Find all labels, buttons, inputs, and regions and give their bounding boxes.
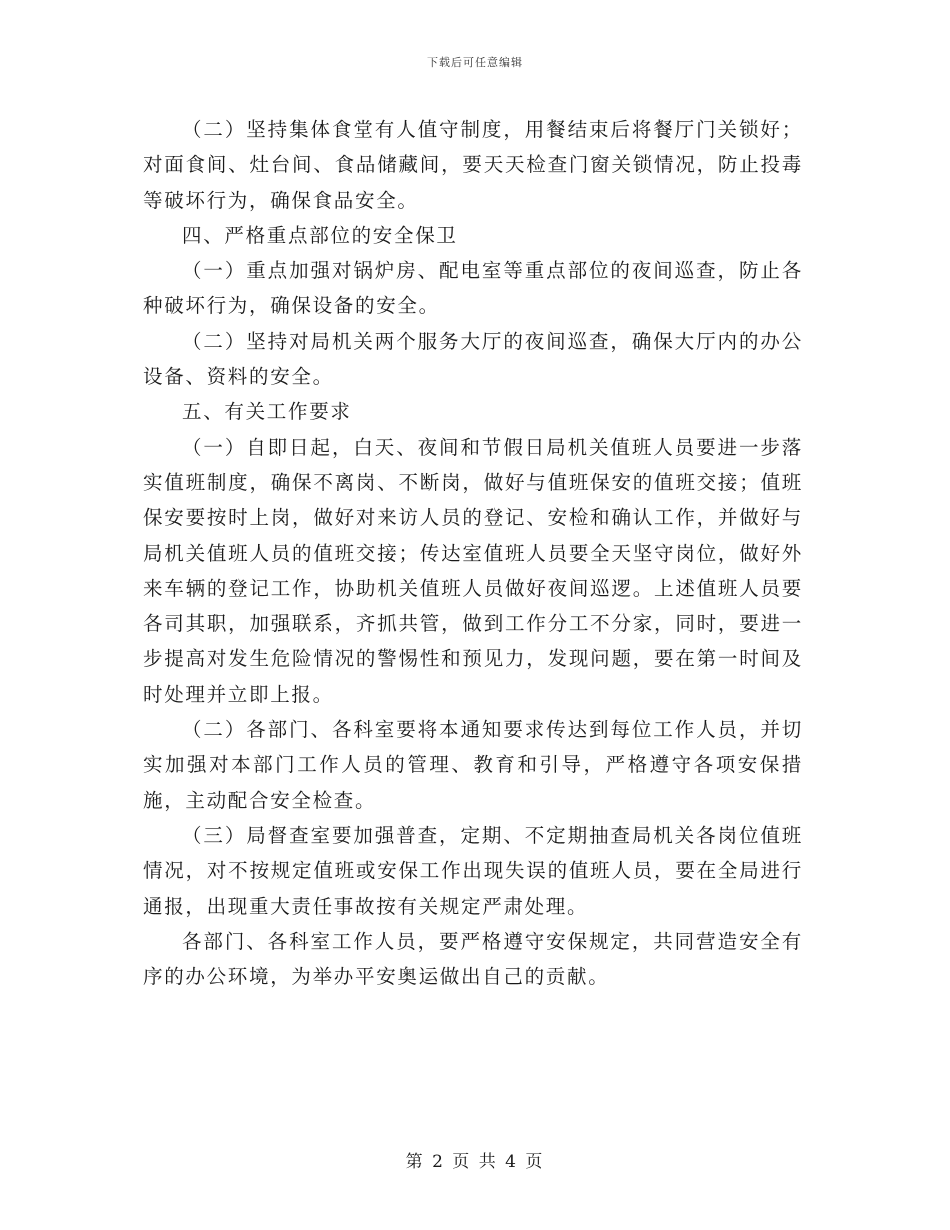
paragraph-department-notice: （二）各部门、各科室要将本通知要求传达到每位工作人员，并切实加强对本部门工作人员的管理、教育和引导，严格遵守各项安保措施，主动配合安全检查。 (143, 718, 803, 812)
document-body (143, 112, 803, 994)
section-heading-work-requirements: 五、有关工作要求 (182, 400, 352, 424)
paragraph-closing: 各部门、各科室工作人员，要严格遵守安保规定，共同营造安全有序的办公环境，为举办平安奥运做出自己的贡献。 (143, 929, 803, 989)
paragraph-boiler-patrol: （一）重点加强对锅炉房、配电室等重点部位的夜间巡查，防止各种破坏行为，确保设备的安全。 (143, 259, 803, 318)
paragraph-canteen-duty: （二）坚持集体食堂有人值守制度，用餐结束后将餐厅门关锁好；对面食间、灶台间、食品储藏间，要天天检查门窗关锁情况，防止投毒等破坏行为，确保食品安全。 (143, 118, 803, 212)
page-header: 下载后可任意编辑 (427, 56, 523, 69)
paragraph-duty-system: （一）自即日起，白天、夜间和节假日局机关值班人员要进一步落实值班制度，确保不离岗、不断岗，做好与值班保安的值班交接；值班保安要按时上岗，做好对来访人员的登记、安检和确认工作，并做好与局机关值班人员的值班交接；传达室值班人员要全天坚守岗位，做好外来车辆的登记工作，协助机关值班人员做好夜间巡逻。上述值班人员要各司其职，加强联系，齐抓共管，做到工作分工不分家，同时，要进一步提高对发生危险情况的警惕性和预见力，发现问题，要在第一时间及时处理并立即上报。 (143, 435, 803, 706)
paragraph-service-hall-patrol: （二）坚持对局机关两个服务大厅的夜间巡查，确保大厅内的办公设备、资料的安全。 (143, 329, 803, 389)
paragraph-inspection: （三）局督查室要加强普查，定期、不定期抽查局机关各岗位值班情况，对不按规定值班或安保工作出现失误的值班人员，要在全局进行通报，出现重大责任事故按有关规定严肃处理。 (143, 823, 803, 918)
page-number: 第 2 页 共 4 页 (405, 1152, 545, 1172)
section-heading-key-locations: 四、严格重点部位的安全保卫 (182, 223, 458, 247)
